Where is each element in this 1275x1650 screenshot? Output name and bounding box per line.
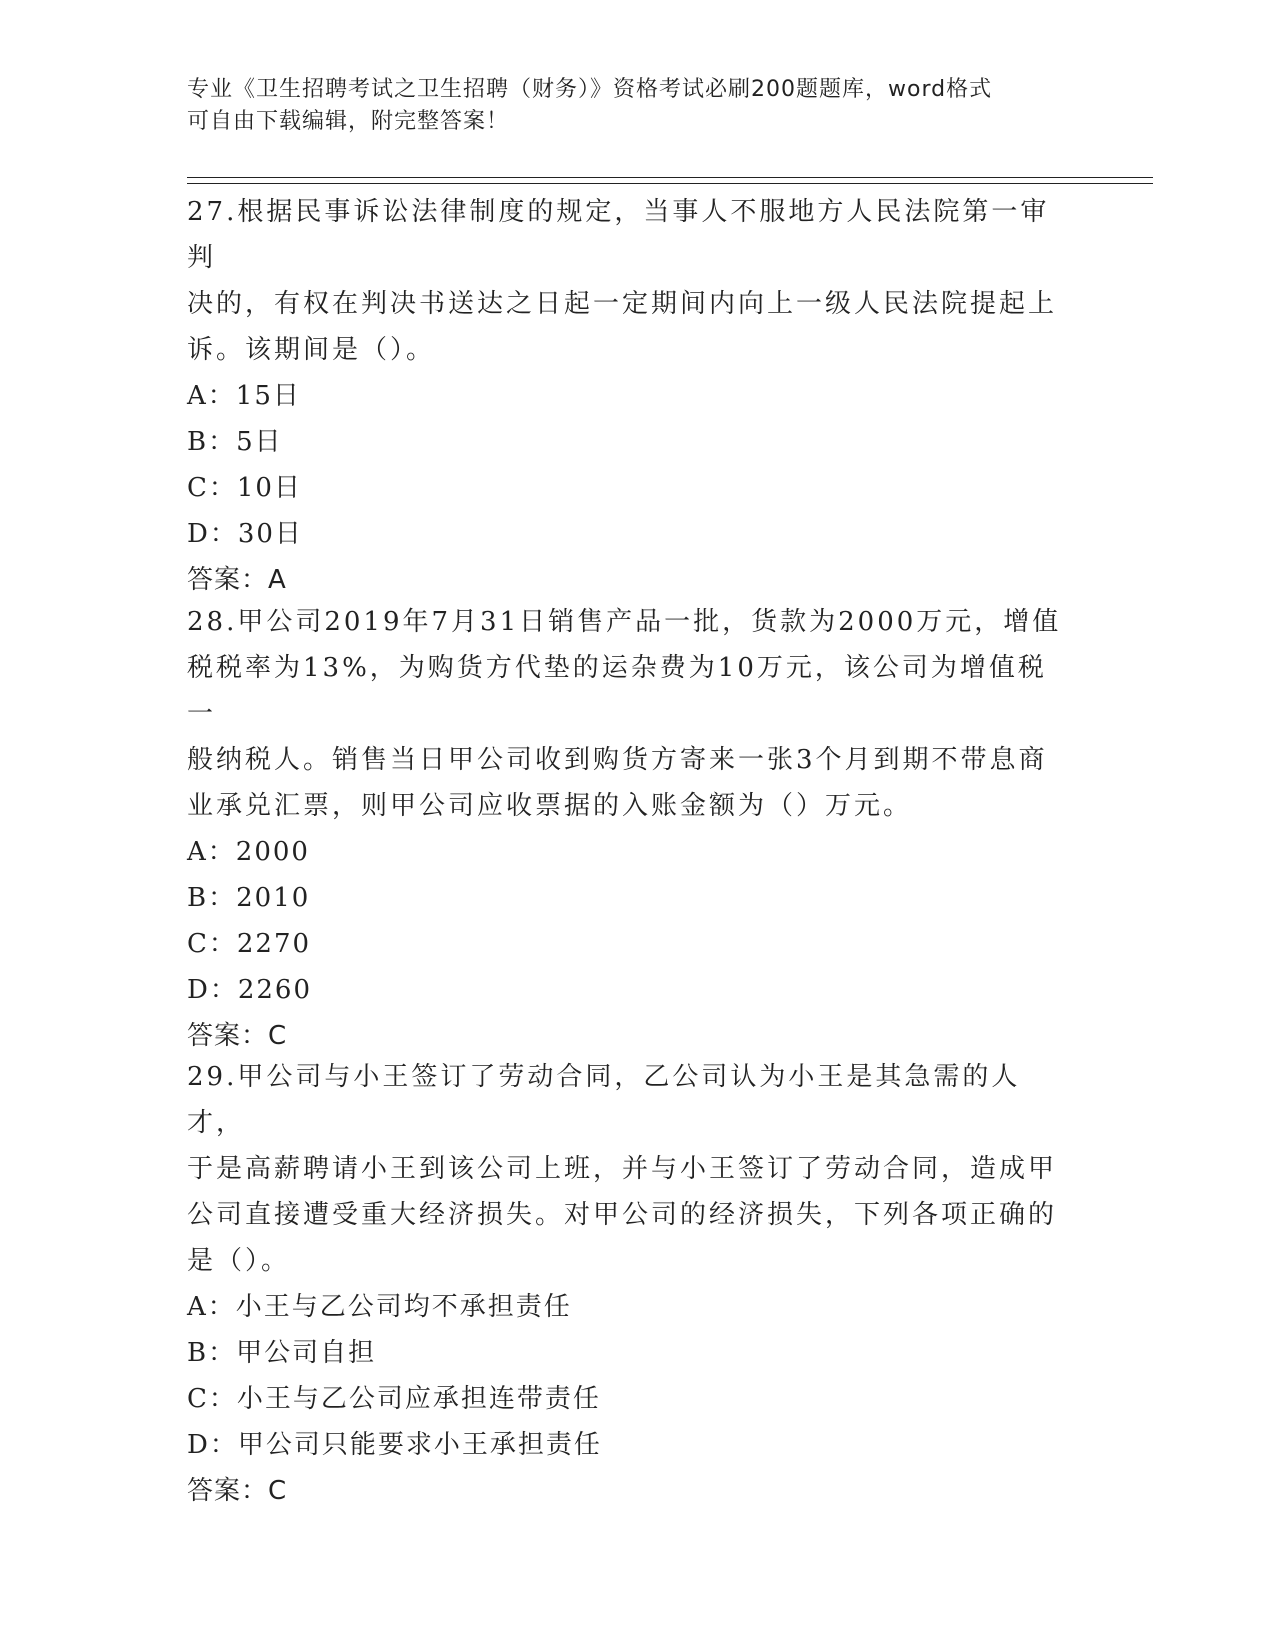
- question-28: [187, 599, 1067, 1059]
- question-stem-line: 诉。该期间是（）。: [187, 335, 436, 365]
- question-29: [187, 1054, 1067, 1514]
- answer-line: 答案：C: [187, 1021, 288, 1051]
- option-b: B：甲公司自担: [187, 1338, 377, 1368]
- question-stem-line: 般纳税人。销售当日甲公司收到购货方寄来一张3个月到期不带息商: [187, 745, 1048, 775]
- option-a: A：15日: [187, 381, 301, 411]
- question-stem-line: 业承兑汇票，则甲公司应收票据的入账金额为（）万元。: [187, 791, 913, 821]
- question-stem-line: 29.甲公司与小王签订了劳动合同，乙公司认为小王是其急需的人才，: [187, 1062, 1021, 1138]
- header-line-2: 可自由下载编辑，附完整答案！: [187, 109, 510, 134]
- option-c: C：2270: [187, 929, 312, 959]
- option-b: B：5日: [187, 427, 283, 457]
- document-header: [187, 74, 1067, 138]
- header-divider-bottom: [187, 183, 1153, 184]
- question-stem-line: 于是高薪聘请小王到该公司上班，并与小王签订了劳动合同，造成甲: [187, 1154, 1058, 1184]
- question-stem-line: 27.根据民事诉讼法律制度的规定，当事人不服地方人民法院第一审判: [187, 197, 1050, 273]
- question-27: [187, 189, 1067, 603]
- option-a: A：小王与乙公司均不承担责任: [187, 1292, 572, 1322]
- answer-line: 答案：C: [187, 1476, 288, 1506]
- option-d: D：30日: [187, 519, 303, 549]
- option-a: A：2000: [187, 837, 310, 867]
- question-stem-line: 28.甲公司2019年7月31日销售产品一批，货款为2000万元，增值: [187, 607, 1062, 637]
- question-stem-line: 决的，有权在判决书送达之日起一定期间内向上一级人民法院提起上: [187, 289, 1058, 319]
- header-divider-top: [187, 177, 1153, 178]
- header-line-1: 专业《卫生招聘考试之卫生招聘（财务）》资格考试必刷200题题库，word格式: [187, 77, 993, 102]
- question-stem-line: 是（）。: [187, 1246, 291, 1276]
- option-d: D：甲公司只能要求小王承担责任: [187, 1430, 602, 1460]
- question-stem-line: 税税率为13%，为购货方代垫的运杂费为10万元，该公司为增值税一: [187, 653, 1047, 729]
- question-stem-line: 公司直接遭受重大经济损失。对甲公司的经济损失，下列各项正确的: [187, 1200, 1058, 1230]
- option-b: B：2010: [187, 883, 311, 913]
- option-c: C：10日: [187, 473, 302, 503]
- answer-line: 答案：A: [187, 565, 287, 595]
- option-d: D：2260: [187, 975, 313, 1005]
- option-c: C：小王与乙公司应承担连带责任: [187, 1384, 601, 1414]
